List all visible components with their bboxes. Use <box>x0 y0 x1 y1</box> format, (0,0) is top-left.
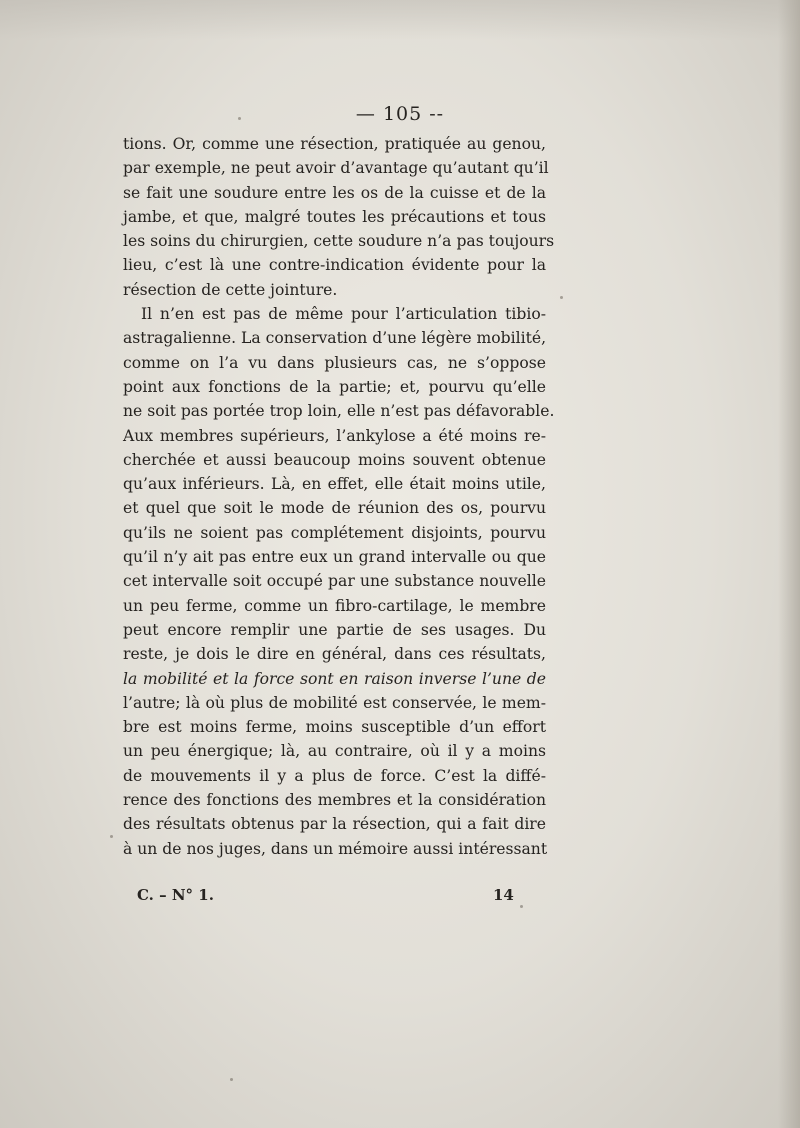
text-line: peut encore remplir une partie de ses usages. Du <box>123 620 546 639</box>
text-line: des résultats obtenus par la résection, qui a fait dire <box>123 815 546 834</box>
text-line: un peu ferme, comme un fibro-cartilage, le membre <box>123 596 546 615</box>
text-line-italic: la mobilité et la force sont en raison inverse l’une de <box>123 669 546 688</box>
text-line: et quel que soit le mode de réunion des os, pourvu <box>123 499 546 518</box>
text-line: jambe, et que, malgré toutes les précautions et tous <box>123 207 546 226</box>
text-line: astragalienne. La conservation d’une légère mobilité, <box>123 329 547 348</box>
paper-speck <box>238 117 241 120</box>
text-line: résection de cette jointure. <box>123 280 338 299</box>
text-line: point aux fonctions de la partie; et, pourvu qu’elle <box>123 377 546 396</box>
body-text <box>123 132 555 861</box>
page-shadow-right <box>778 0 800 1128</box>
text-line: se fait une soudure entre les os de la cuisse et de la <box>123 183 546 202</box>
text-line: reste, je dois le dire en général, dans ces résultats, <box>123 645 546 664</box>
text-line: qu’il n’y ait pas entre eux un grand intervalle ou que <box>123 548 546 567</box>
text-line: à un de nos juges, dans un mémoire aussi intéressant <box>123 839 548 858</box>
text-line: l’autre; là où plus de mobilité est conservée, le mem- <box>123 693 546 712</box>
text-line: bre est moins ferme, moins susceptible d’un effort <box>123 718 546 737</box>
paper-speck <box>230 1078 233 1081</box>
text-line: un peu énergique; là, au contraire, où il y a moins <box>123 742 546 761</box>
text-line: qu’ils ne soient pas complétement disjoints, pourvu <box>123 523 546 542</box>
paper-speck <box>520 905 523 908</box>
text-line: tions. Or, comme une résection, pratiquée au genou, <box>123 135 546 153</box>
text-line: ne soit pas portée trop loin, elle n’est pas défavorable. <box>123 402 555 421</box>
text-line: rence des fonctions des membres et la considération <box>123 791 546 810</box>
paper-speck <box>110 835 113 838</box>
text-line: cet intervalle soit occupé par une substance nouvelle <box>123 572 546 591</box>
signature-mark: C. – N° 1. <box>137 886 214 904</box>
text-line: de mouvements il y a plus de force. C’est la diffé- <box>123 766 546 785</box>
text-line: les soins du chirurgien, cette soudure n’a pas toujours <box>123 232 555 251</box>
page-number-header: — 105 -- <box>355 103 445 125</box>
text-line: par exemple, ne peut avoir d’avantage qu’autant qu’il <box>123 159 549 178</box>
sheet-number: 14 <box>493 886 514 904</box>
page-shadow-top <box>0 0 800 40</box>
text-line: comme on l’a vu dans plusieurs cas, ne s’oppose <box>123 353 546 372</box>
text-line: lieu, c’est là une contre-indication évidente pour la <box>123 256 546 275</box>
text-line: Aux membres supérieurs, l’ankylose a été moins re- <box>123 426 546 445</box>
text-line: cherchée et aussi beaucoup moins souvent obtenue <box>123 450 546 469</box>
text-line: qu’aux inférieurs. Là, en effet, elle était moins utile, <box>123 475 546 494</box>
text-line: Il n’en est pas de même pour l’articulation tibio- <box>141 305 546 324</box>
paper-speck <box>560 296 563 299</box>
